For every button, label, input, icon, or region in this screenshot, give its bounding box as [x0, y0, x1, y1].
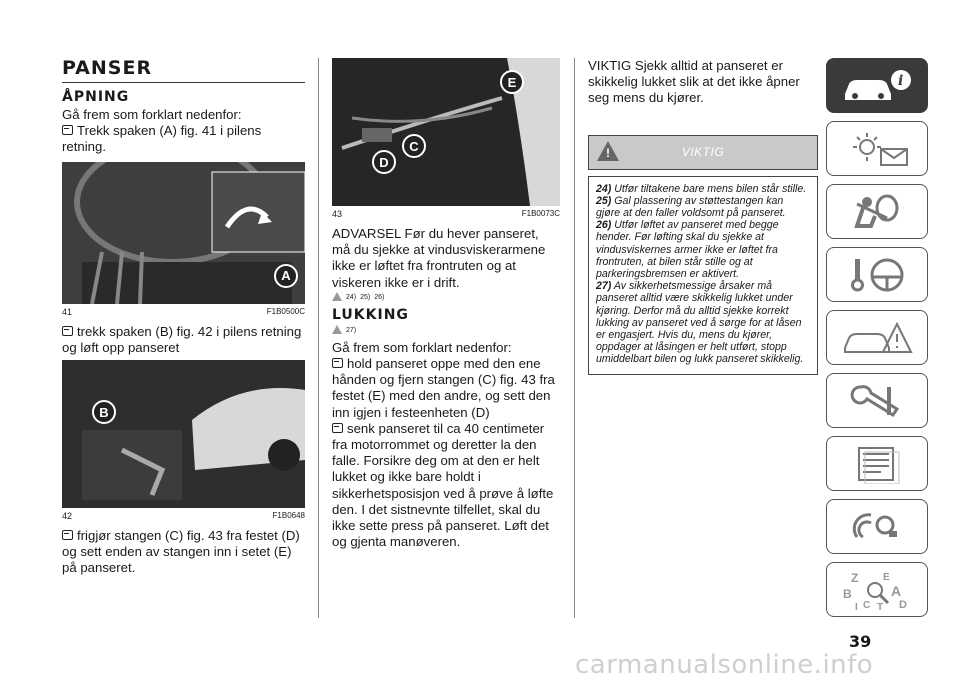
- figure-42-number: 42: [62, 511, 73, 522]
- dashboard-lights-icon: [837, 129, 917, 169]
- index-letter: D: [899, 598, 907, 611]
- multimedia-icon: [837, 507, 917, 547]
- index-letter: B: [843, 586, 852, 601]
- chapter-tabs: [826, 58, 928, 625]
- closing-intro: Gå frem som forklart nedenfor:: [332, 339, 512, 355]
- important-box-title: VIKTIG: [681, 145, 725, 160]
- title-rule: [62, 82, 305, 83]
- important-item-25: 25) Gal plassering av støttestangen kan gjøre at den faller voldsomt på panseret.: [596, 194, 786, 220]
- column-middle: [332, 58, 560, 550]
- checkbox-bullet-icon: [62, 125, 73, 135]
- car-info-icon: [837, 66, 917, 106]
- svg-text:i: i: [898, 72, 904, 89]
- tab-starting-driving[interactable]: [826, 247, 928, 302]
- important-box-header: [589, 136, 817, 169]
- figure-43-code: F1B0073C: [521, 209, 560, 218]
- checkbox-bullet-icon: [62, 326, 73, 336]
- important-item-27: 27) Av sikkerhetsmessige årsaker må panseret alltid være skikkelig lukket under kjøring. Derfor må du alltid sjekke korrekt lukking av panseret ved å sørge for at låsen er engasjert. Hvis du, mens du kjører, oppdager at låsingen er helt utført, stopp umiddelbart bilen og lukk panseret skikkelig.: [596, 280, 804, 366]
- index-letter: Z: [851, 570, 859, 585]
- checkbox-bullet-icon: [62, 530, 73, 540]
- figure-41-illustration: [62, 162, 305, 304]
- specifications-list-icon: [837, 444, 917, 484]
- figure-43-caption: [332, 209, 560, 219]
- tab-index[interactable]: [826, 562, 928, 617]
- figure-43-number: 43: [332, 209, 343, 219]
- warning-triangle-icon: [332, 292, 342, 301]
- tab-technical-data[interactable]: [826, 436, 928, 491]
- opening-heading: ÅPNING: [62, 89, 130, 105]
- index-letter: E: [883, 571, 890, 583]
- index-letter: I: [855, 601, 858, 612]
- callout-c: C: [402, 134, 426, 158]
- warning-triangle-icon: [597, 141, 619, 161]
- tab-multimedia[interactable]: [826, 499, 928, 554]
- opening-step-1: Trekk spaken (A) fig. 41 i pilens retning.: [62, 123, 262, 155]
- checkbox-bullet-icon: [332, 358, 343, 368]
- figure-43-image: [332, 58, 560, 206]
- checkbox-bullet-icon: [332, 423, 343, 433]
- key-steering-wheel-icon: [837, 255, 917, 295]
- opening-step-3: frigjør stangen (C) fig. 43 fra festet (D) og sett enden av stangen inn i setet (E) på panseret.: [62, 528, 300, 576]
- index-letter: A: [891, 582, 902, 599]
- important-item-24: 24) Utfør tiltakene bare mens bilen står stille.: [596, 182, 807, 195]
- opening-intro: Gå frem som forklart nedenfor:: [62, 107, 242, 122]
- airbag-safety-icon: [837, 192, 917, 232]
- closing-reference: 27): [332, 325, 560, 334]
- page-number: 39: [849, 632, 872, 651]
- closing-heading: LUKKING: [332, 306, 409, 323]
- car-warning-icon: [837, 318, 917, 358]
- index-letter: T: [877, 601, 884, 612]
- alphabetical-index-icon: [837, 568, 917, 612]
- column-right: [588, 58, 818, 375]
- callout-e: E: [500, 70, 524, 94]
- wrench-icon: [837, 381, 917, 421]
- important-paragraph: VIKTIG Sjekk alltid at panseret er skikkelig lukket slik at det ikke åpner seg mens du kjører.: [588, 58, 800, 106]
- tab-dashboard-lights[interactable]: [826, 121, 928, 176]
- warning-paragraph: ADVARSEL Før du hever panseret, må du sjekke at vindusviskerarmene ikke er løftet fra frontruten og at viskeren ikke er i drift.: [332, 226, 546, 290]
- figure-41-caption: [62, 307, 305, 317]
- tab-safety[interactable]: [826, 184, 928, 239]
- callout-a: A: [274, 264, 298, 288]
- tab-emergency[interactable]: [826, 310, 928, 365]
- column-left: [62, 58, 305, 577]
- figure-43-illustration: [332, 58, 560, 206]
- callout-b: B: [92, 400, 116, 424]
- important-item-26: 26) Utfør løftet av panseret med begge hender. Før løfting skal du sjekke at vindusviskernes armer ikke er løftet fra frontruten, at bilen står stille og at parkeringsbremsen er aktivert.: [596, 219, 779, 281]
- warning-triangle-icon: [332, 325, 342, 334]
- warning-references: 24) 25) 26): [332, 292, 560, 301]
- figure-41-number: 41: [62, 306, 73, 317]
- tab-car-info[interactable]: [826, 58, 928, 113]
- figure-42-code: F1B0648: [272, 511, 305, 521]
- callout-d: D: [372, 150, 396, 174]
- important-box-body: [588, 176, 818, 375]
- opening-step-2: trekk spaken (B) fig. 42 i pilens retning og løft opp panseret: [62, 323, 302, 355]
- figure-41-code: F1B0500C: [266, 306, 305, 316]
- figure-42-image: [62, 360, 305, 508]
- figure-41-image: [62, 162, 305, 304]
- figure-42-illustration: [62, 360, 305, 508]
- watermark: carmanualsonline.info: [575, 650, 874, 680]
- important-box: [588, 135, 818, 170]
- section-title: PANSER: [62, 57, 153, 79]
- closing-step-2: senk panseret til ca 40 centimeter fra motorrommet og deretter la den falle. Forsikre deg om at den er helt lukket og ikke bare holdt i sikkerhetsposisjon ved å prøve å løfte den. I det sistnevnte tilfellet, skal du ikke sette press på panseret. Løft det og gjenta manøveren.: [332, 420, 554, 550]
- tab-maintenance[interactable]: [826, 373, 928, 428]
- figure-42-caption: [62, 511, 305, 521]
- closing-step-1: hold panseret oppe med den ene hånden og fjern stangen (C) fig. 43 fra festet (E) med den andre, og sett den inn igjen i festeenheten (D): [332, 356, 555, 420]
- index-letter: C: [863, 599, 871, 611]
